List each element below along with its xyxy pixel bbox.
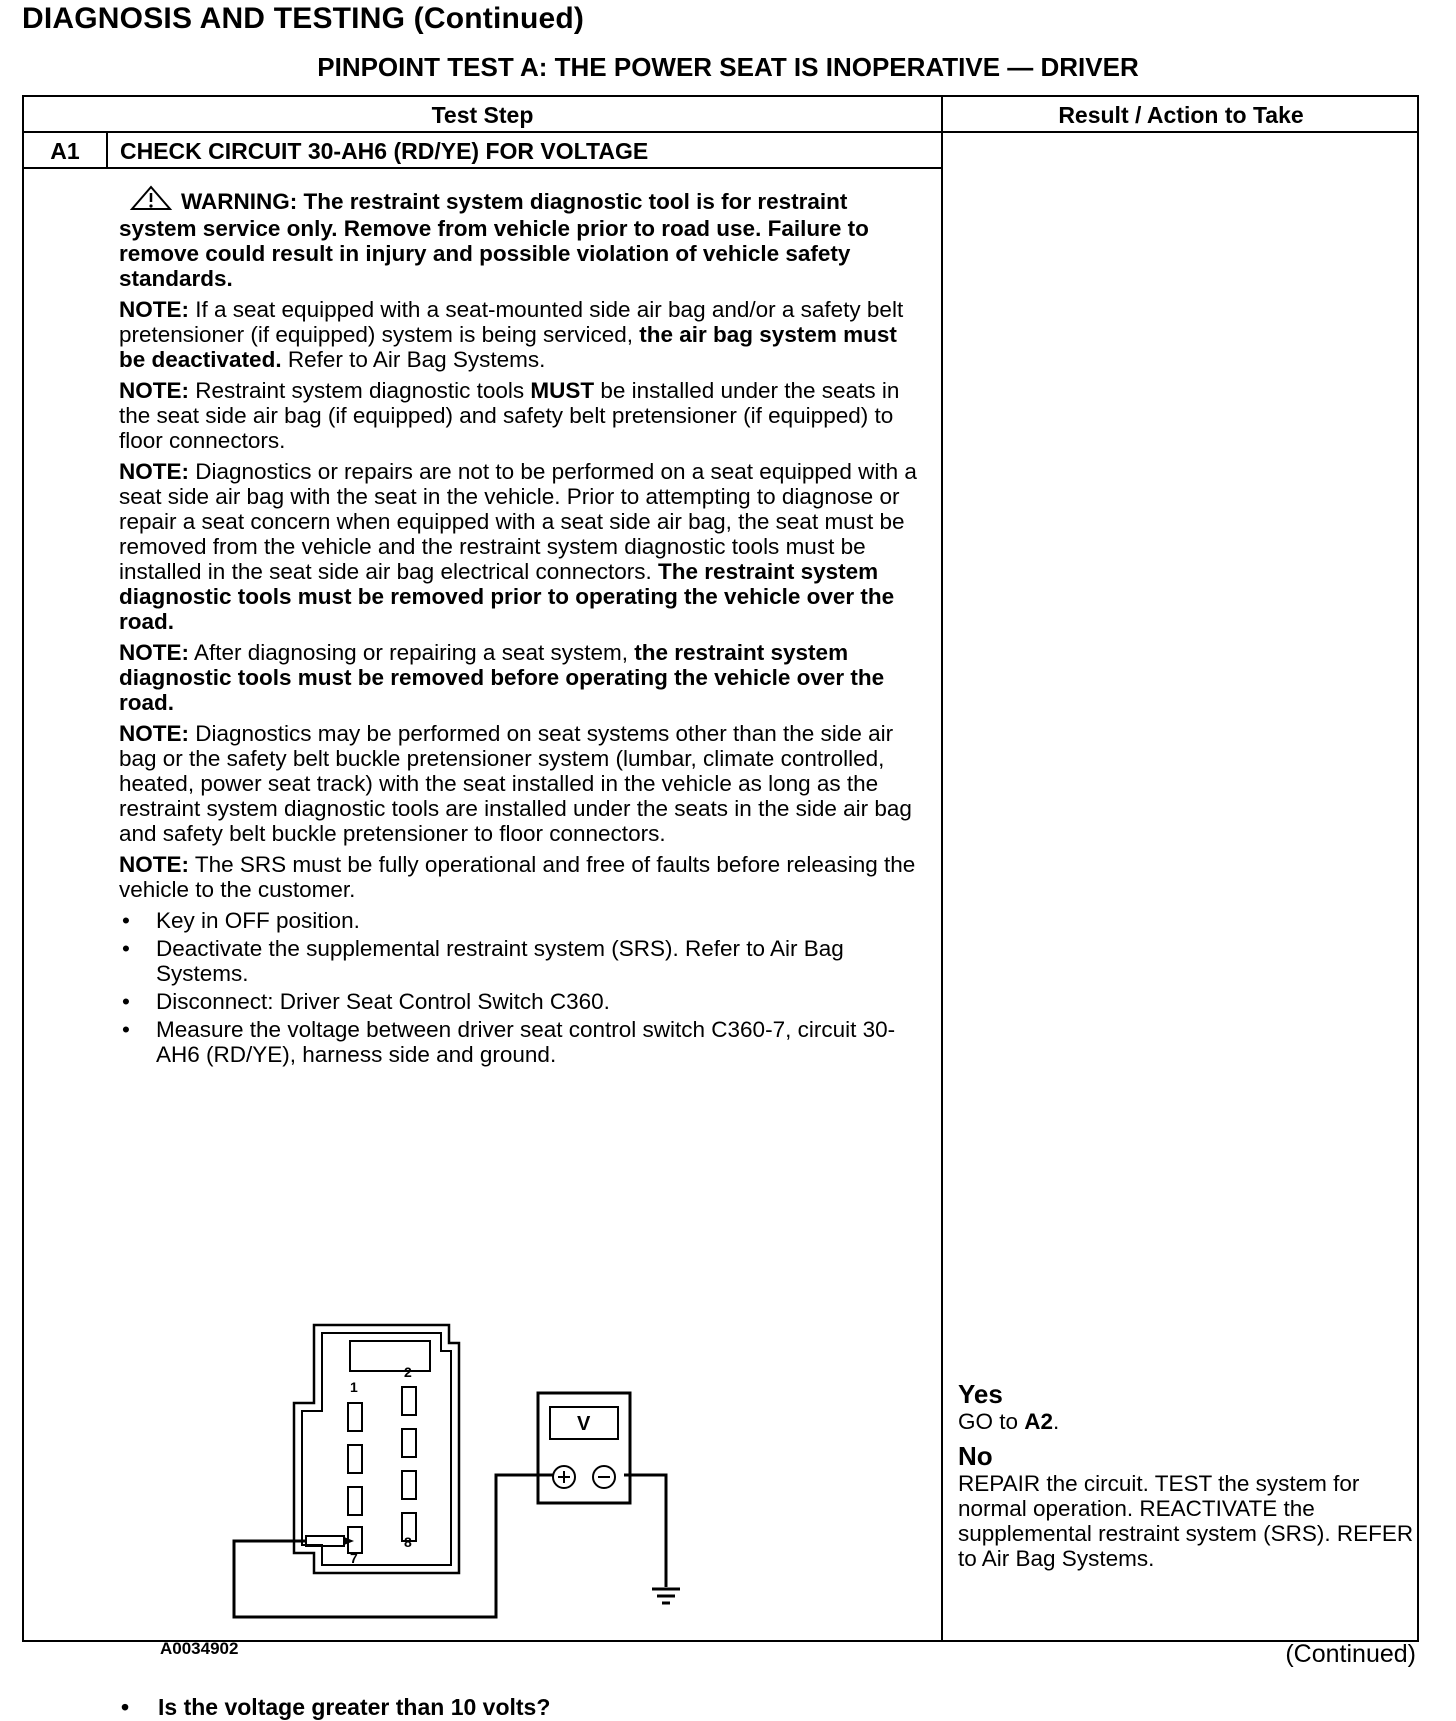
diagram-figure (204, 1315, 744, 1685)
pin-cavity (402, 1429, 416, 1457)
result-no-action: REPAIR the circuit. TEST the system for normal operation. REACTIVATE the supplemental restraint system (SRS). REFER to Air Bag Systems. (958, 1471, 1414, 1571)
note-text: Restraint system diagnostic tools (189, 378, 531, 403)
note-text: be installed under the seats in the seat side air bag (if equipped) and safety belt pretensioner (if equipped) to floor connectors. (119, 378, 900, 453)
note-5 (119, 721, 919, 846)
list-item: • Key in OFF position. (119, 908, 919, 933)
pin-cavity (348, 1487, 362, 1515)
pin-label: 7 (350, 1550, 358, 1566)
list-item: • Deactivate the supplemental restraint system (SRS). Refer to Air Bag Systems. (119, 936, 919, 986)
pin-label: 2 (404, 1364, 412, 1380)
note-label: NOTE: (119, 297, 189, 322)
list-item: • Disconnect: Driver Seat Control Switch C360. (119, 989, 919, 1014)
result-no-label: No (958, 1441, 993, 1471)
question-text: Is the voltage greater than 10 volts? (158, 1694, 551, 1720)
pinpoint-test-title: PINPOINT TEST A: THE POWER SEAT IS INOPERATIVE — DRIVER (317, 52, 1139, 82)
action-text: . (1053, 1409, 1060, 1434)
note-6 (119, 852, 919, 902)
page-title: DIAGNOSIS AND TESTING (Continued) (22, 2, 585, 35)
note-text: Diagnostics or repairs are not to be performed on a seat equipped with a seat side air bag with the seat in the vehicle. Prior to attempting to diagnose or repair a seat concern when equipped with a seat side air bag, the seat must be removed from the vehicle and the restraint system diagnostic tools must be installed in the seat side air bag electrical connectors. (119, 459, 917, 584)
figure-id: A0034902 (160, 1639, 239, 1658)
note-emphasis: the air bag system must be deactivated. (119, 322, 897, 372)
action-text: GO to (958, 1409, 1025, 1434)
warning-text: WARNING: The restraint system diagnostic tool is for restraint system service only. Remove from vehicle prior to road use. Failure to remove could result in injury and possible violation of vehicle safety standards. (119, 189, 869, 291)
pin-cavity (348, 1445, 362, 1473)
note-label: NOTE: (119, 721, 189, 746)
note-text: After diagnosing or repairing a seat system, (189, 640, 635, 665)
result-yes-action (958, 1409, 1428, 1434)
step-id: A1 (50, 138, 80, 164)
list-item: • Measure the voltage between driver seat control switch C360-7, circuit 30-AH6 (RD/YE), harness side and ground. (119, 1017, 919, 1067)
note-emphasis: the restraint system diagnostic tools must be removed before operating the vehicle over the road. (119, 640, 885, 715)
result-yes (958, 1379, 1428, 1434)
result-yes-label: Yes (958, 1379, 1003, 1409)
procedure-list (119, 908, 919, 1067)
column-divider (941, 97, 943, 1642)
warning-triangle-icon (129, 185, 173, 216)
warning-paragraph (119, 185, 919, 291)
continued-label: (Continued) (1285, 1640, 1416, 1668)
step-id-divider (106, 131, 108, 169)
note-text: Diagnostics may be performed on seat systems other than the side air bag or the safety belt buckle pretensioner system (lumbar, climate controlled, heated, power seat track) with the seat installed in the vehicle as long as the restraint system diagnostic tools are installed under the seats in the side air bag and safety belt buckle pretensioner to floor connectors. (119, 721, 912, 846)
note-text: Refer to Air Bag Systems. (281, 347, 546, 372)
result-no (958, 1441, 1428, 1571)
note-label: NOTE: (119, 378, 189, 403)
step-content (119, 185, 919, 1070)
pin-cavity (402, 1387, 416, 1415)
connector-voltage-diagram (160, 1315, 744, 1690)
header-result-action: Result / Action to Take (1058, 102, 1304, 128)
pin-cavity (348, 1403, 362, 1431)
note-3 (119, 459, 919, 634)
note-4 (119, 640, 919, 715)
pin-label: 1 (350, 1379, 358, 1395)
voltmeter-symbol: V (577, 1413, 591, 1435)
note-emphasis: MUST (530, 378, 595, 403)
note-2 (119, 378, 919, 453)
note-label: NOTE: (119, 459, 189, 484)
step-title: CHECK CIRCUIT 30-AH6 (RD/YE) FOR VOLTAGE (120, 138, 649, 164)
note-text: If a seat equipped with a seat-mounted side air bag and/or a safety belt pretensioner (if equipped) system is being serviced, (119, 297, 904, 347)
positive-lead-wire (234, 1475, 560, 1617)
test-question (121, 1694, 550, 1721)
note-1 (119, 297, 919, 372)
note-label: NOTE: (119, 640, 189, 665)
pin-label: 8 (404, 1534, 412, 1550)
connector-latch (350, 1341, 430, 1371)
action-target: A2 (1024, 1409, 1054, 1434)
bullet-dot: • (121, 1694, 130, 1720)
voltmeter (538, 1393, 630, 1503)
header-test-step: Test Step (431, 102, 534, 128)
connector-inner-outline (302, 1333, 451, 1565)
note-emphasis: The restraint system diagnostic tools must be removed prior to operating the vehicle over the road. (119, 559, 895, 634)
note-text: The SRS must be fully operational and free of faults before releasing the vehicle to the customer. (119, 852, 916, 902)
pin-cavity (402, 1471, 416, 1499)
note-label: NOTE: (119, 852, 189, 877)
